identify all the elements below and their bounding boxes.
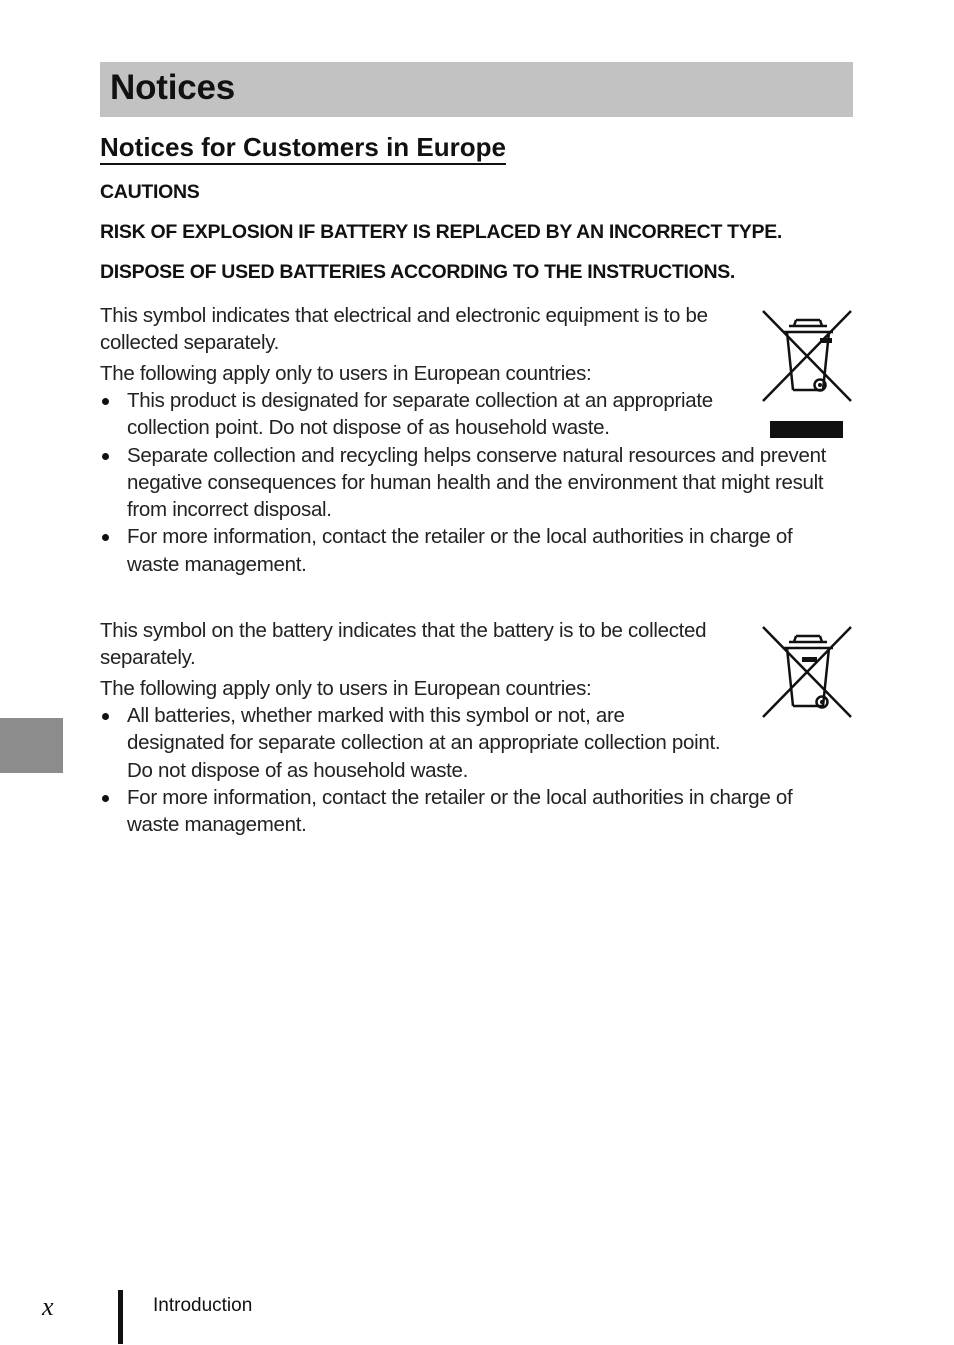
equipment-bullet-list xyxy=(100,387,845,578)
battery-crossed-out-bin-icon xyxy=(760,624,854,720)
list-item: For more information, contact the retailer or the local authorities in charge of waste management. xyxy=(100,523,845,578)
battery-bullet-list xyxy=(100,702,845,838)
equipment-intro: This symbol indicates that electrical and electronic equipment is to be collected separately. xyxy=(100,304,708,355)
cautions-label: CAUTIONS xyxy=(100,181,200,203)
battery-applies: The following apply only to users in European countries: xyxy=(100,677,592,700)
list-item: For more information, contact the retailer or the local authorities in charge of waste management. xyxy=(100,784,845,839)
page-number: x xyxy=(42,1292,54,1321)
battery-intro: This symbol on the battery indicates that the battery is to be collected separately. xyxy=(100,619,707,670)
list-item: This product is designated for separate collection at an appropriate collection point. Do not dispose of as household waste. xyxy=(100,387,725,442)
battery-warning-1: RISK OF EXPLOSION IF BATTERY IS REPLACED BY AN INCORRECT TYPE. xyxy=(100,221,783,243)
page-title: Notices xyxy=(110,68,236,107)
crossed-out-wheeled-bin-icon xyxy=(760,308,854,442)
equipment-applies: The following apply only to users in European countries: xyxy=(100,362,592,385)
footer-divider xyxy=(118,1290,123,1344)
chapter-tab-marker xyxy=(0,718,63,773)
footer-section-name: Introduction xyxy=(153,1295,253,1316)
list-item: All batteries, whether marked with this symbol or not, are designated for separate collection at an appropriate collection point. Do not dispose of as household waste. xyxy=(100,702,727,784)
list-item: Separate collection and recycling helps conserve natural resources and prevent negative consequences for human health and the environment that might result from incorrect disposal. xyxy=(100,442,845,524)
page-title-bar xyxy=(100,62,853,117)
section-heading: Notices for Customers in Europe xyxy=(100,131,506,165)
battery-warning-2: DISPOSE OF USED BATTERIES ACCORDING TO THE INSTRUCTIONS. xyxy=(100,261,736,283)
